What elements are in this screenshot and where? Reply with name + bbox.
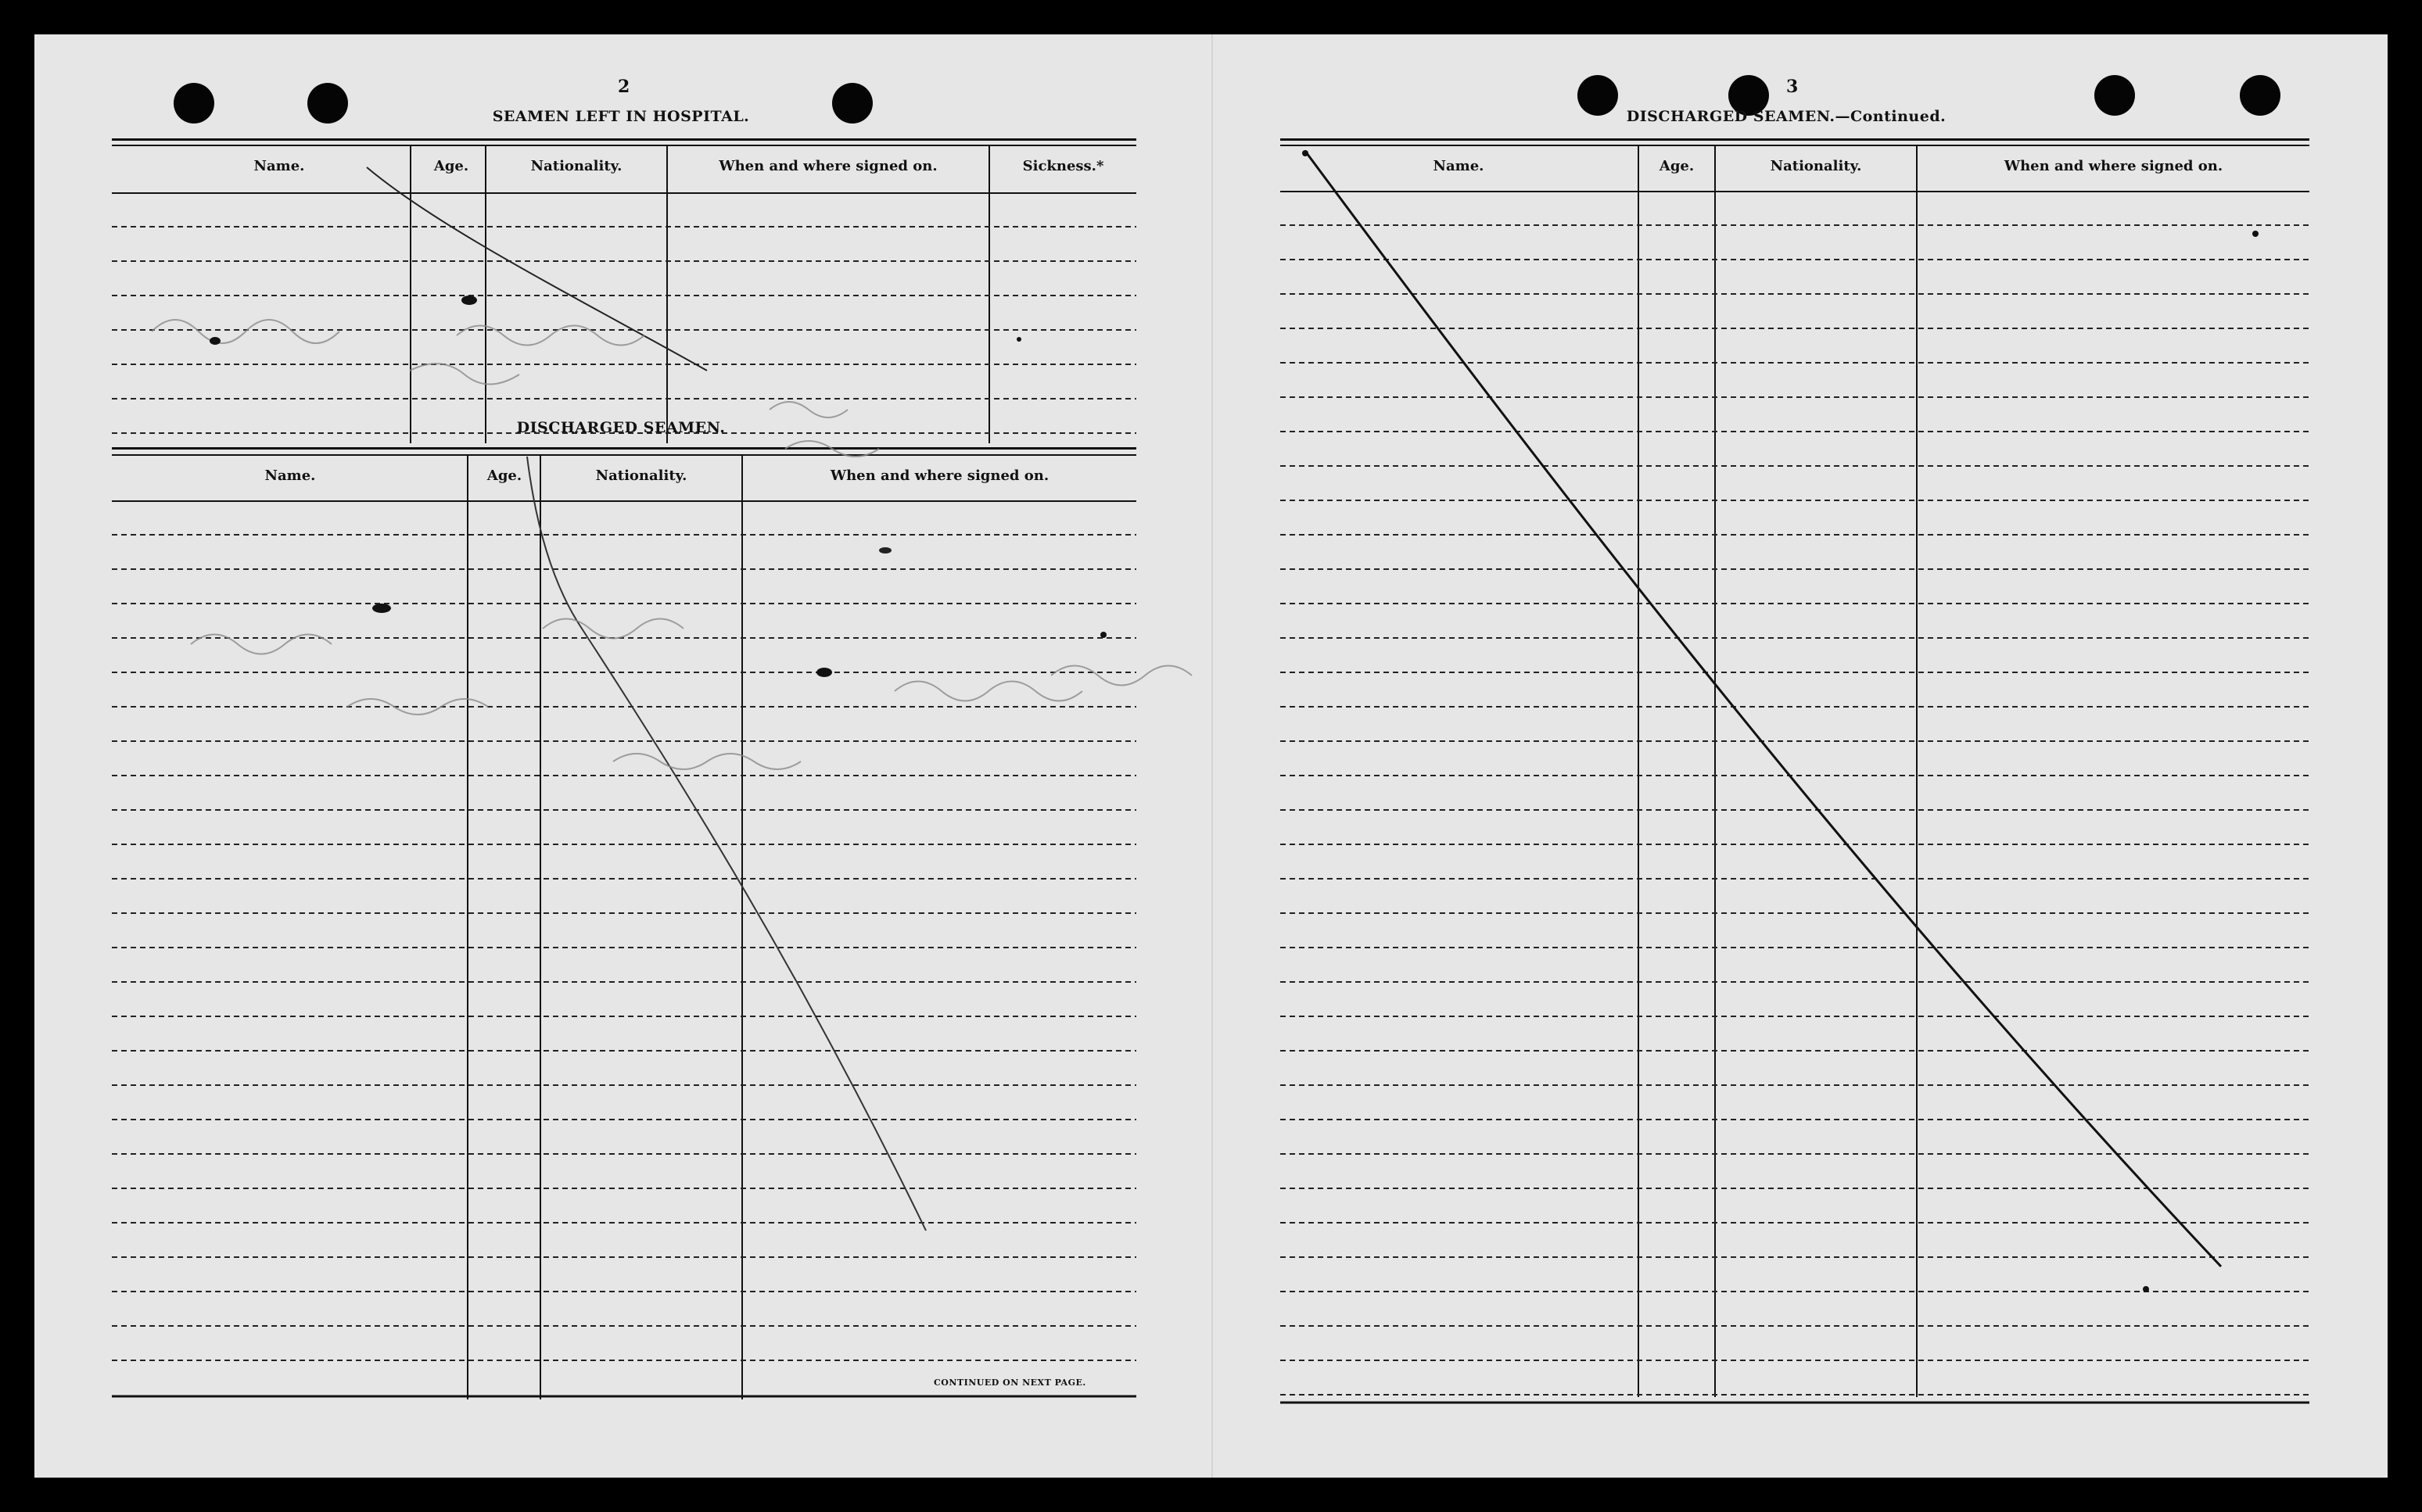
discharged-continued-title: DISCHARGED SEAMEN.—Continued. — [1626, 108, 1947, 125]
page-number: 3 — [1786, 77, 1799, 97]
column-header-sickness: Sickness.* — [1022, 158, 1104, 174]
column-header-age: Age. — [1659, 158, 1695, 174]
column-header-nationality: Nationality. — [1770, 158, 1862, 174]
discharged-section-title: DISCHARGED SEAMEN. — [516, 419, 726, 436]
column-header-nationality: Nationality. — [595, 468, 687, 484]
column-header-name: Name. — [264, 468, 316, 484]
form-sheet — [34, 34, 2388, 1478]
column-header-nationality: Nationality. — [530, 158, 623, 174]
column-header-name: Name. — [1433, 158, 1484, 174]
column-header-name: Name. — [253, 158, 305, 174]
continued-note: CONTINUED ON NEXT PAGE. — [934, 1378, 1086, 1388]
column-header-signed-on: When and where signed on. — [830, 468, 1050, 484]
column-header-signed-on: When and where signed on. — [2004, 158, 2223, 174]
column-header-age: Age. — [433, 158, 469, 174]
hospital-section-title: SEAMEN LEFT IN HOSPITAL. — [492, 108, 750, 125]
column-header-age: Age. — [486, 468, 522, 484]
column-header-signed-on: When and where signed on. — [719, 158, 938, 174]
page-number: 2 — [618, 77, 630, 97]
handwritten-marks — [34, 34, 2388, 1478]
